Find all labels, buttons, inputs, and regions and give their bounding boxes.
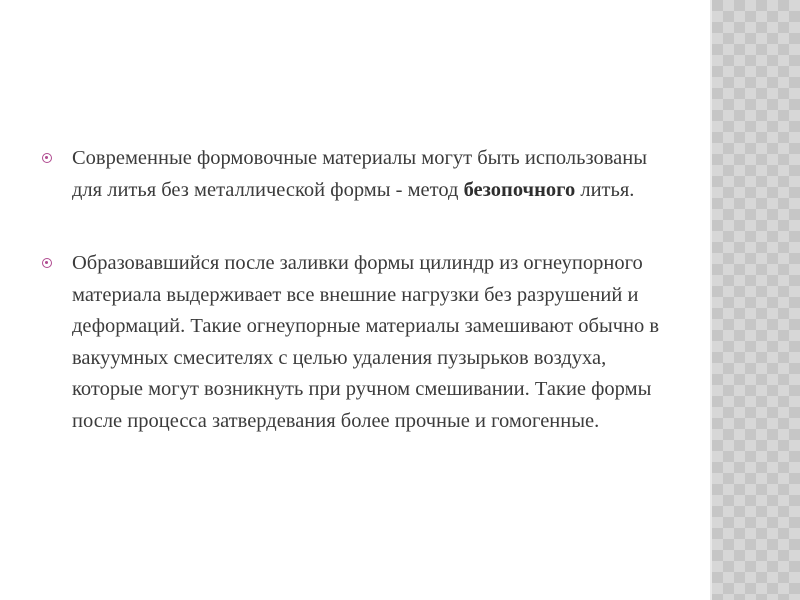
bullet-2-text: Образовавшийся после заливки формы цилиндр из огнеупорного материала выдерживает все внешние нагрузки без разрушений и деформаций. Такие огнеупорные материалы замешивают обычно в вакуумных смесителях с целью удаления пузырьков воздуха, которые могут возникнуть при ручном смешивании. Такие формы после процесса затвердевания более прочные и гомогенные. <box>72 252 660 432</box>
decorative-side-pattern <box>712 0 800 600</box>
circle-bullet-icon <box>42 258 52 268</box>
circle-bullet-icon <box>42 153 52 163</box>
bullet-1-text-end: литья. <box>575 178 635 201</box>
bullet-item-1 <box>42 143 672 206</box>
bullet-1-bold-term: безопочного <box>463 178 576 201</box>
bullet-list <box>42 143 672 437</box>
bullet-1-text-start: Современные формовочные материалы могут быть использованы для литья без металлической формы - метод <box>72 147 647 201</box>
bullet-item-2 <box>42 248 672 437</box>
